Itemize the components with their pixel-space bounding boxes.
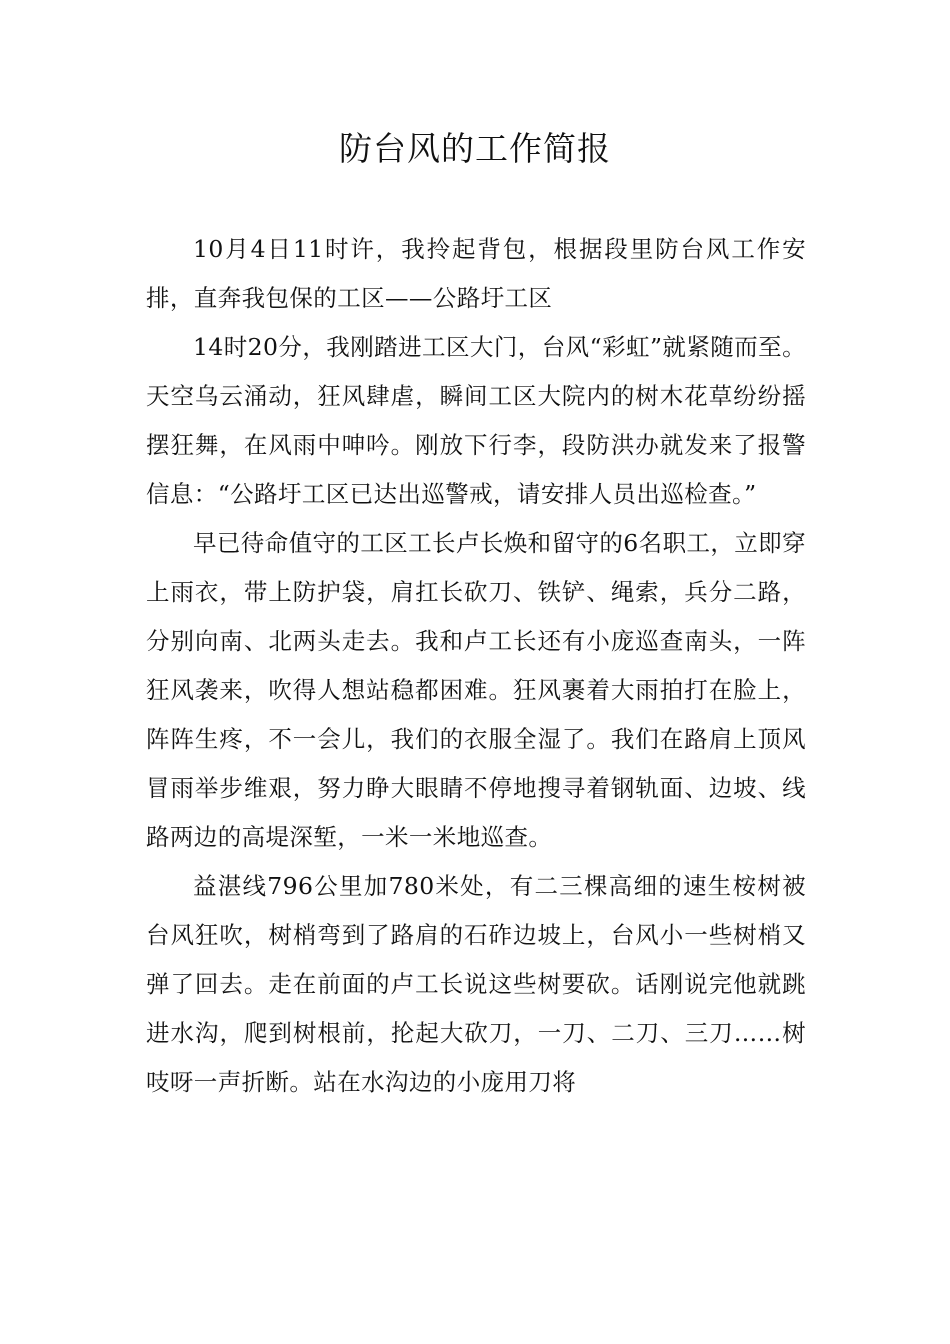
document-body (146, 225, 806, 1107)
paragraph: 14时20分，我刚踏进工区大门，台风“彩虹”就紧随而至。天空乌云涌动，狂风肆虐，瞬间工区大院内的树木花草纷纷摇摆狂舞，在风雨中呻吟。刚放下行李，段防洪办就发来了报警信息：“公路圩工区已达出巡警戒，请安排人员出巡检查。” (146, 333, 806, 508)
paragraph: 早已待命值守的工区工长卢长焕和留守的6名职工，立即穿上雨衣，带上防护袋，肩扛长砍刀、铁铲、绳索，兵分二路，分别向南、北两头走去。我和卢工长还有小庞巡查南头，一阵狂风袭来，吹得人想站稳都困难。狂风裹着大雨拍打在脸上，阵阵生疼，不一会儿，我们的衣服全湿了。我们在路肩上顶风冒雨举步维艰，努力睁大眼睛不停地搜寻着钢轨面、边坡、线路两边的高堤深堑，一米一米地巡查。 (146, 529, 806, 851)
paragraph: 10月4日11时许，我拎起背包，根据段里防台风工作安排，直奔我包保的工区——公路圩工区 (146, 235, 806, 312)
document-title: 防台风的工作简报 (339, 129, 611, 168)
paragraph: 益湛线796公里加780米处，有二三棵高细的速生桉树被台风狂吹，树梢弯到了路肩的石砟边坡上，台风小一些树梢又弹了回去。走在前面的卢工长说这些树要砍。话刚说完他就跳进水沟，爬到树根前，抡起大砍刀，一刀、二刀、三刀……树吱呀一声折断。站在水沟边的小庞用刀将 (146, 872, 806, 1096)
